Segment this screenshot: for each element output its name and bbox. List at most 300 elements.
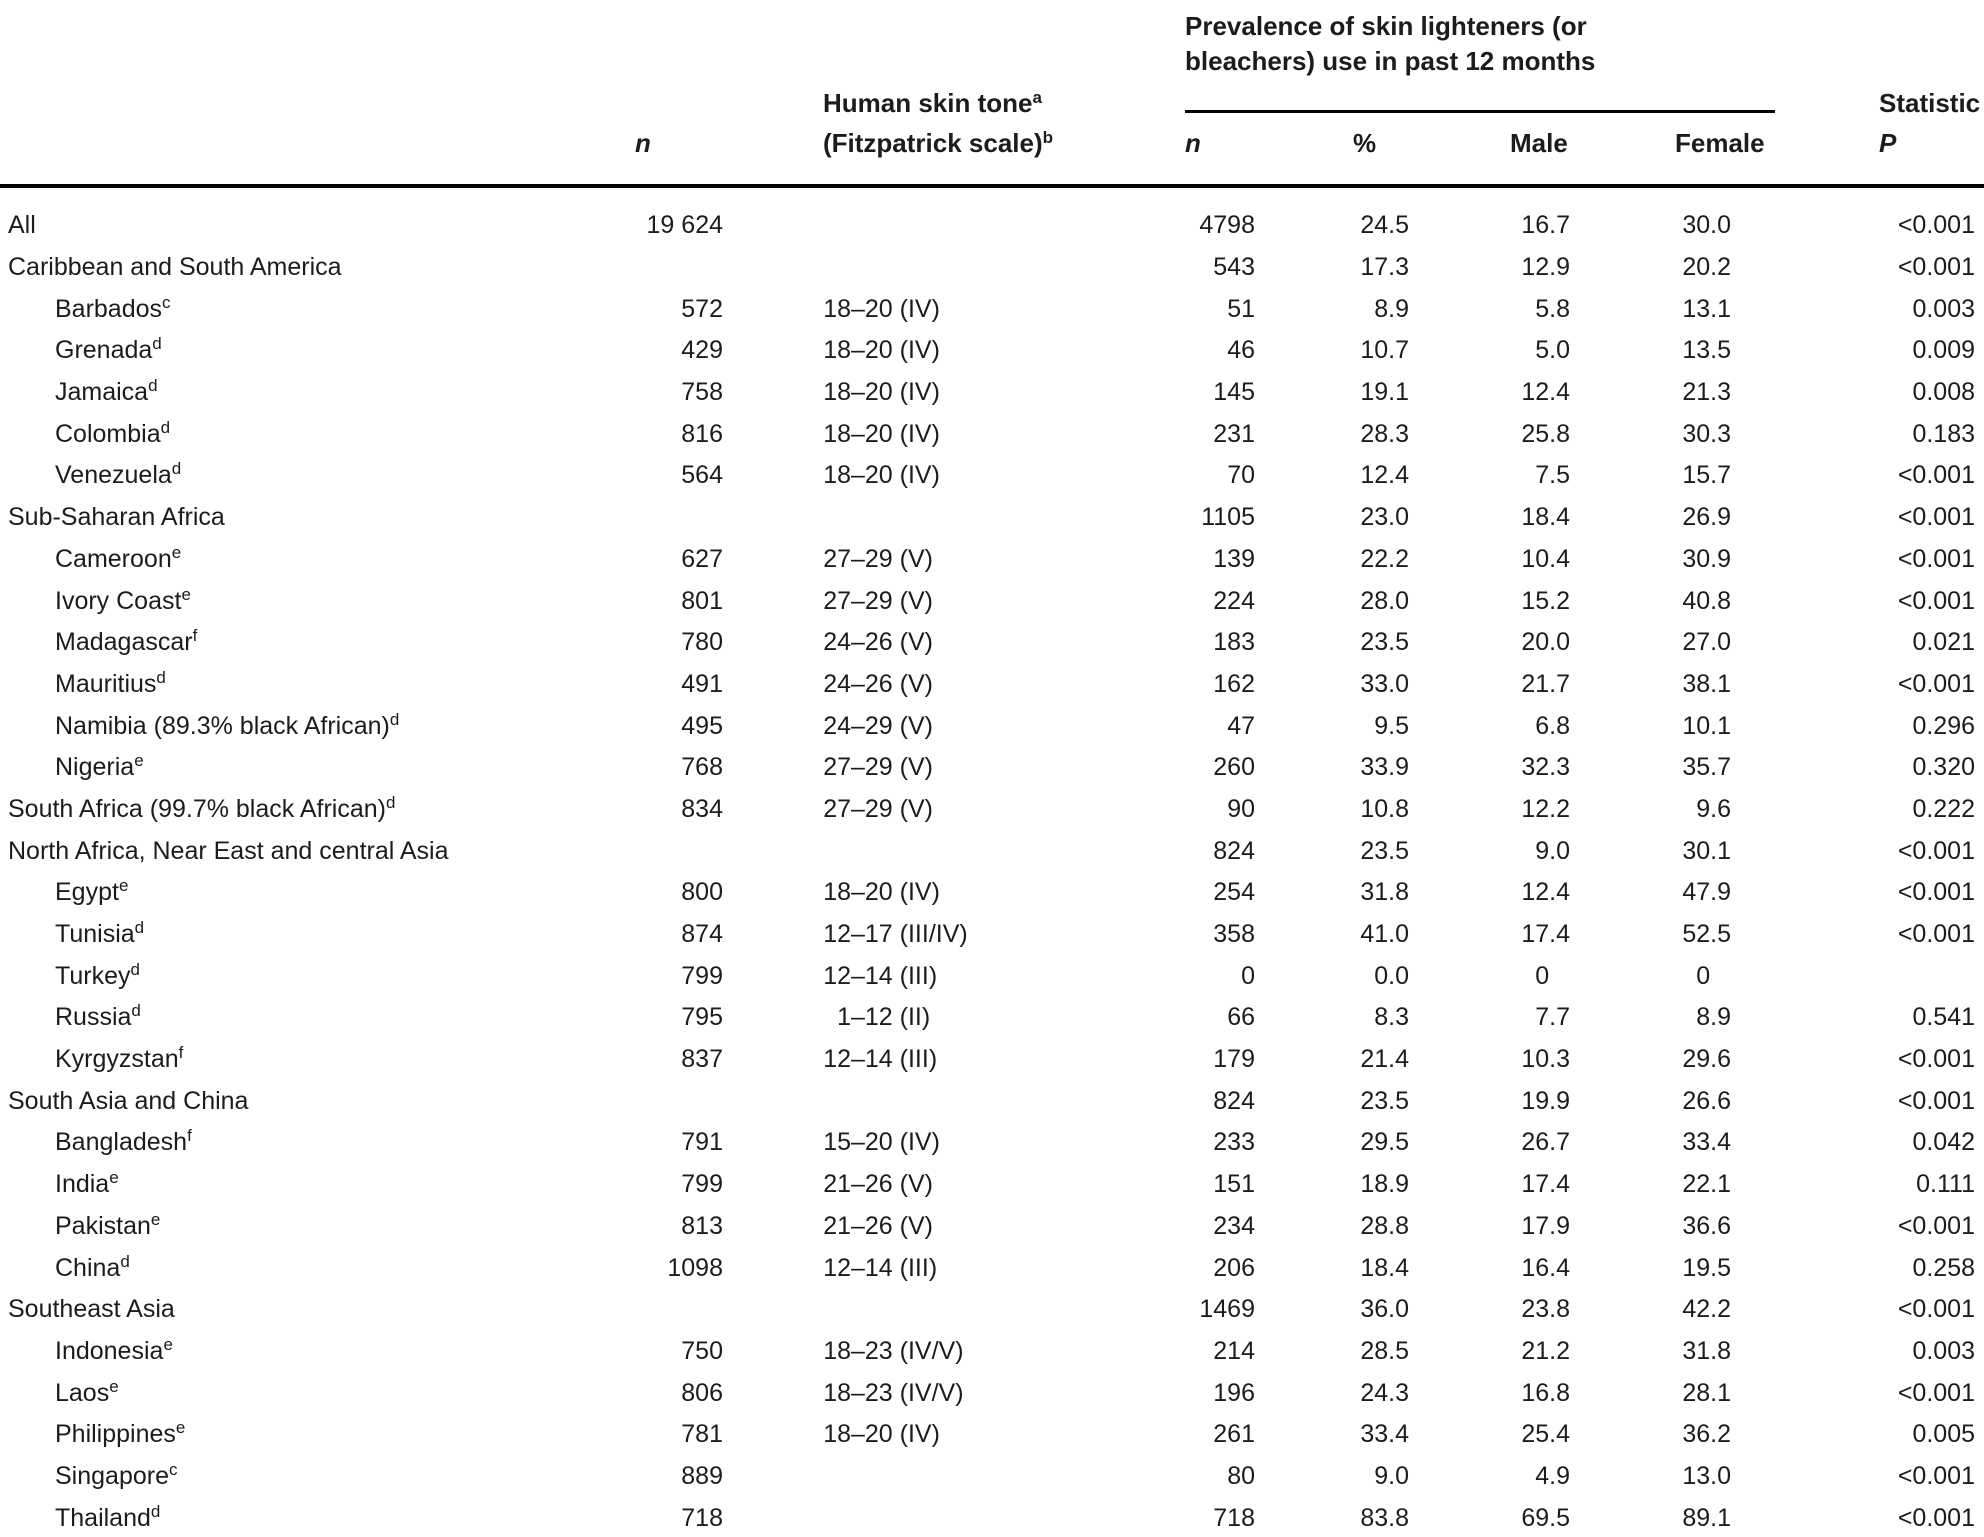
- prevalence-percent-cell-value: 18.9: [1360, 1170, 1409, 1199]
- row-label-cell: [0, 837, 580, 866]
- female-percent-cell-value: 35.7: [1682, 753, 1731, 782]
- p-value-cell-value: <0.001: [1897, 586, 1975, 615]
- prevalence-n-cell: [1160, 1462, 1258, 1491]
- male-percent-cell-value: 19.9: [1521, 1086, 1570, 1115]
- table-row: [0, 997, 1984, 1039]
- male-percent-cell: [1409, 1087, 1570, 1116]
- prevalence-percent-cell: [1258, 1420, 1409, 1449]
- prevalence-n-cell: [1160, 628, 1258, 657]
- female-percent-cell: [1570, 1504, 1731, 1533]
- prevalence-n-cell: [1160, 962, 1258, 991]
- prevalence-percent-cell-value: 8.3: [1374, 1003, 1409, 1032]
- row-label-cell: [0, 878, 580, 907]
- prevalence-percent-cell: [1258, 712, 1409, 741]
- sample-size-cell: [580, 920, 723, 949]
- male-percent-cell: [1409, 795, 1570, 824]
- female-percent-cell: [1570, 420, 1731, 449]
- sample-size-cell-value: 816: [681, 419, 723, 448]
- row-label: All: [8, 211, 36, 240]
- sample-size-cell: [580, 587, 723, 616]
- row-label-footnote: e: [175, 1418, 186, 1438]
- sample-size-cell: [580, 962, 723, 991]
- table-row: [0, 1247, 1984, 1289]
- male-percent-cell: [1409, 1337, 1570, 1366]
- table-row: [0, 1039, 1984, 1081]
- p-value-cell: [1731, 712, 1984, 741]
- prevalence-n-cell: [1160, 1420, 1258, 1449]
- p-value-cell: [1731, 378, 1984, 407]
- prevalence-n-cell-value: 90: [1227, 794, 1255, 823]
- male-percent-cell-value: 69.5: [1521, 1503, 1570, 1532]
- p-value-cell: [1731, 628, 1984, 657]
- sample-size-cell: [580, 1170, 723, 1199]
- female-percent-cell-value: 21.3: [1682, 378, 1731, 407]
- prevalence-n-cell-value: 162: [1213, 669, 1255, 698]
- skin-tone-range-start: 15: [823, 1128, 851, 1157]
- male-percent-cell: [1409, 420, 1570, 449]
- prevalence-n-cell-value: 233: [1213, 1128, 1255, 1157]
- skin-tone-range-rest: –20 (IV): [851, 378, 940, 407]
- female-percent-cell: [1570, 837, 1731, 866]
- female-percent-cell: [1570, 670, 1731, 699]
- sample-size-cell-value: 750: [681, 1336, 723, 1365]
- prevalence-n-cell-value: 0: [1241, 961, 1255, 990]
- male-percent-cell-value: 12.4: [1521, 878, 1570, 907]
- sample-size-cell: [580, 1254, 723, 1283]
- table-row: [0, 1372, 1984, 1414]
- p-value-cell-value: 0.005: [1912, 1420, 1975, 1449]
- table-row: [0, 1164, 1984, 1206]
- row-label: China: [55, 1253, 121, 1282]
- male-percent-cell-value: 5.0: [1535, 336, 1570, 365]
- female-percent-cell: [1570, 1003, 1731, 1032]
- female-percent-cell-value: 28.1: [1682, 1378, 1731, 1407]
- prevalence-percent-cell: [1258, 1212, 1409, 1241]
- skin-tone-cell: [723, 378, 1160, 407]
- prevalence-percent-cell: [1258, 378, 1409, 407]
- sample-size-cell-value: 813: [681, 1211, 723, 1240]
- female-percent-cell-value: 9.6: [1696, 794, 1731, 823]
- male-percent-cell-value: 17.4: [1521, 1170, 1570, 1199]
- prevalence-n-cell-value: 718: [1213, 1503, 1255, 1532]
- p-value-cell: [1731, 1420, 1984, 1449]
- male-percent-cell-value: 7.7: [1535, 1003, 1570, 1032]
- prevalence-n-cell: [1160, 420, 1258, 449]
- prevalence-n-cell-value: 151: [1213, 1170, 1255, 1199]
- prevalence-percent-cell-value: 12.4: [1360, 461, 1409, 490]
- skin-tone-cell: [723, 336, 1160, 365]
- row-label-footnote: f: [178, 1043, 184, 1063]
- prevalence-percent-cell: [1258, 1254, 1409, 1283]
- row-label: Turkey: [55, 961, 131, 990]
- female-percent-cell: [1570, 795, 1731, 824]
- skin-tone-range-start: 12: [823, 961, 851, 990]
- skin-tone-cell: [723, 670, 1160, 699]
- prevalence-n-cell-value: 224: [1213, 586, 1255, 615]
- female-percent-cell: [1570, 1420, 1731, 1449]
- prevalence-percent-cell-value: 17.3: [1360, 253, 1409, 282]
- skin-tone-cell: [723, 878, 1160, 907]
- prevalence-n-cell-value: 1105: [1201, 503, 1255, 532]
- male-percent-cell: [1409, 545, 1570, 574]
- prevalence-n-cell: [1160, 753, 1258, 782]
- prevalence-n-cell: [1160, 1295, 1258, 1324]
- skin-tone-range-start: 18: [823, 378, 851, 407]
- prevalence-n-cell-value: 196: [1213, 1378, 1255, 1407]
- prevalence-percent-cell: [1258, 1337, 1409, 1366]
- prevalence-percent-cell: [1258, 753, 1409, 782]
- sample-size-cell-value: 799: [681, 1170, 723, 1199]
- skin-tone-range-start: 18: [823, 336, 851, 365]
- skin-tone-range-rest: –26 (V): [851, 669, 933, 698]
- p-value-cell: [1731, 1254, 1984, 1283]
- table-row: [0, 1289, 1984, 1331]
- row-label: Madagascar: [55, 628, 193, 657]
- prevalence-n-cell: [1160, 920, 1258, 949]
- female-percent-cell: [1570, 461, 1731, 490]
- row-label-footnote: d: [389, 709, 400, 729]
- prevalence-percent-cell-value: 33.4: [1360, 1420, 1409, 1449]
- p-value-cell-value: 0.003: [1912, 294, 1975, 323]
- male-percent-cell-value: 7.5: [1535, 461, 1570, 490]
- table-row: [0, 455, 1984, 497]
- table-row: [0, 413, 1984, 455]
- skin-tone-range-rest: –20 (IV): [851, 878, 940, 907]
- row-label-footnote: d: [156, 667, 166, 687]
- female-percent-cell-value: 30.9: [1682, 544, 1731, 573]
- row-label: Thailand: [55, 1503, 151, 1532]
- row-label-cell: [0, 1501, 580, 1533]
- skin-tone-cell: [723, 461, 1160, 490]
- prevalence-percent-cell-value: 31.8: [1360, 878, 1409, 907]
- p-value-cell: [1731, 1128, 1984, 1157]
- p-value-cell-value: <0.001: [1897, 1086, 1975, 1115]
- row-label-cell: [0, 1334, 580, 1366]
- female-percent-cell: [1570, 211, 1731, 240]
- p-value-cell-value: 0.111: [1916, 1170, 1975, 1199]
- p-value-cell: [1731, 1337, 1984, 1366]
- male-percent-cell: [1409, 628, 1570, 657]
- sample-size-cell: [580, 295, 723, 324]
- female-percent-cell-value: 40.8: [1682, 586, 1731, 615]
- row-label: Cameroon: [55, 544, 172, 573]
- prevalence-percent-cell: [1258, 1087, 1409, 1116]
- prevalence-n-cell: [1160, 1170, 1258, 1199]
- skin-tone-range-start: 18: [823, 1420, 851, 1449]
- row-label-cell: [0, 1251, 580, 1283]
- sample-size-cell-value: 800: [681, 878, 723, 907]
- prevalence-n-cell: [1160, 1254, 1258, 1283]
- table-row: [0, 205, 1984, 247]
- skin-tone-range-rest: –26 (V): [851, 628, 933, 657]
- female-percent-cell-value: 27.0: [1682, 628, 1731, 657]
- skin-tone-range-rest: –20 (IV): [851, 1420, 940, 1449]
- prevalence-percent-cell-value: 9.0: [1374, 1461, 1409, 1490]
- row-label-cell: [0, 628, 580, 657]
- male-percent-cell: [1409, 1420, 1570, 1449]
- p-value-cell-value: 0.320: [1912, 753, 1975, 782]
- male-percent-cell-value: 9.0: [1535, 836, 1570, 865]
- row-label-cell: [0, 1376, 580, 1408]
- row-label-cell: [0, 292, 580, 324]
- row-label-footnote: e: [163, 1334, 173, 1354]
- header-bottom-rule: [0, 184, 1984, 188]
- prevalence-percent-cell: [1258, 295, 1409, 324]
- female-percent-cell: [1570, 1254, 1731, 1283]
- sample-size-cell-value: 758: [681, 378, 723, 407]
- male-percent-cell: [1409, 1254, 1570, 1283]
- sample-size-cell: [580, 336, 723, 365]
- prevalence-percent-cell: [1258, 1170, 1409, 1199]
- sample-size-cell-value: 801: [681, 586, 723, 615]
- sample-size-cell: [580, 1212, 723, 1241]
- row-label-footnote: d: [171, 459, 182, 479]
- column-header-prevalence-n: n: [1185, 128, 1201, 158]
- female-percent-cell-value: 89.1: [1682, 1503, 1731, 1532]
- table-row: [0, 914, 1984, 956]
- male-percent-cell-value: 16.4: [1521, 1253, 1570, 1282]
- sample-size-cell: [580, 753, 723, 782]
- prevalence-percent-cell-value: 18.4: [1360, 1253, 1409, 1282]
- row-label: Venezuela: [55, 461, 172, 490]
- skin-tone-cell: [723, 1212, 1160, 1241]
- prevalence-percent-cell: [1258, 1128, 1409, 1157]
- skin-tone-cell: [723, 1128, 1160, 1157]
- skin-tone-cell: [723, 1254, 1160, 1283]
- column-header-p-value: P: [1879, 128, 1897, 158]
- male-percent-cell-value: 15.2: [1521, 586, 1570, 615]
- prevalence-n-cell: [1160, 295, 1258, 324]
- skin-tone-range-rest: –26 (V): [851, 1170, 933, 1199]
- prevalence-n-cell-value: 824: [1213, 1086, 1255, 1115]
- p-value-cell: [1731, 211, 1984, 240]
- male-percent-cell: [1409, 1003, 1570, 1032]
- row-label-footnote: f: [187, 1126, 192, 1146]
- table-row: [0, 1456, 1984, 1498]
- p-value-cell-value: <0.001: [1897, 544, 1975, 573]
- row-label: Namibia (89.3% black African): [55, 711, 390, 740]
- female-percent-cell-value: 36.6: [1682, 1211, 1731, 1240]
- row-label-footnote: d: [131, 1001, 141, 1021]
- prevalence-n-cell-value: 80: [1227, 1461, 1255, 1490]
- prevalence-percent-cell: [1258, 670, 1409, 699]
- prevalence-percent-cell: [1258, 503, 1409, 532]
- skin-tone-range-rest: –20 (IV): [851, 461, 940, 490]
- table-row: [0, 372, 1984, 414]
- p-value-cell-value: <0.001: [1897, 1045, 1975, 1074]
- sample-size-cell-value: 791: [681, 1128, 723, 1157]
- skin-tone-range-start: 21: [823, 1170, 851, 1199]
- male-percent-cell: [1409, 1295, 1570, 1324]
- skin-tone-range-start: 18: [823, 1378, 851, 1407]
- male-percent-cell-value: 17.9: [1521, 1211, 1570, 1240]
- prevalence-n-cell-value: 4798: [1199, 211, 1255, 240]
- skin-tone-cell: [723, 1170, 1160, 1199]
- p-value-cell: [1731, 878, 1984, 907]
- p-value-cell-value: <0.001: [1897, 253, 1975, 282]
- row-label-footnote: d: [130, 959, 140, 979]
- prevalence-n-cell: [1160, 1337, 1258, 1366]
- prevalence-percent-cell: [1258, 1379, 1409, 1408]
- prevalence-n-cell-value: 206: [1213, 1253, 1255, 1282]
- table-row: [0, 830, 1984, 872]
- skin-tone-range-rest: –14 (III): [851, 961, 938, 990]
- skin-tone-range-start: 27: [823, 544, 851, 573]
- male-percent-cell: [1409, 336, 1570, 365]
- skin-tone-footnote-a: a: [1032, 88, 1042, 107]
- female-percent-cell-value: 29.6: [1682, 1045, 1731, 1074]
- sample-size-cell: [580, 670, 723, 699]
- female-percent-cell: [1570, 378, 1731, 407]
- prevalence-percent-cell-value: 36.0: [1360, 1295, 1409, 1324]
- female-percent-cell: [1570, 545, 1731, 574]
- prevalence-n-cell: [1160, 503, 1258, 532]
- female-percent-cell-value: 47.9: [1682, 878, 1731, 907]
- prevalence-percent-cell-value: 21.4: [1360, 1045, 1409, 1074]
- female-percent-cell-value: 52.5: [1682, 920, 1731, 949]
- sample-size-cell-value: 889: [681, 1461, 723, 1490]
- p-value-cell-value: 0.296: [1912, 711, 1975, 740]
- male-percent-cell: [1409, 1504, 1570, 1533]
- female-percent-cell: [1570, 1462, 1731, 1491]
- row-label-cell: [0, 461, 580, 490]
- skin-tone-range-rest: –14 (III): [851, 1045, 938, 1074]
- skin-tone-range-start: 27: [823, 753, 851, 782]
- row-label: Indonesia: [55, 1336, 164, 1365]
- p-value-cell-value: <0.001: [1897, 1295, 1975, 1324]
- sample-size-cell-value: 837: [681, 1045, 723, 1074]
- male-percent-cell: [1409, 253, 1570, 282]
- prevalence-percent-cell: [1258, 420, 1409, 449]
- row-label-cell: [0, 336, 580, 365]
- row-label-cell: [0, 1295, 580, 1324]
- female-percent-cell: [1570, 1212, 1731, 1241]
- prevalence-n-cell: [1160, 1087, 1258, 1116]
- sample-size-cell: [580, 1337, 723, 1366]
- female-percent-cell: [1570, 1170, 1731, 1199]
- row-label: Grenada: [55, 336, 153, 365]
- sample-size-cell: [580, 378, 723, 407]
- p-value-cell: [1731, 1170, 1984, 1199]
- p-value-cell-value: 0.183: [1912, 419, 1975, 448]
- male-percent-cell: [1409, 211, 1570, 240]
- sample-size-cell: [580, 1045, 723, 1074]
- row-label-footnote: d: [120, 1251, 130, 1271]
- prevalence-n-cell: [1160, 461, 1258, 490]
- p-value-cell: [1731, 1462, 1984, 1491]
- row-label-footnote: f: [192, 626, 198, 646]
- prevalence-n-cell-value: 46: [1227, 336, 1255, 365]
- row-label-footnote: d: [148, 376, 158, 396]
- table-row: [0, 705, 1984, 747]
- male-percent-cell-value: 12.9: [1521, 253, 1570, 282]
- female-percent-cell: [1570, 295, 1731, 324]
- row-label-cell: [0, 211, 580, 240]
- prevalence-percent-cell-value: 83.8: [1360, 1503, 1409, 1532]
- female-percent-cell-value: 10.1: [1682, 711, 1731, 740]
- row-label-cell: [0, 1045, 580, 1074]
- prevalence-percent-cell: [1258, 1045, 1409, 1074]
- row-label: Colombia: [55, 419, 161, 448]
- sample-size-cell-value: 799: [681, 961, 723, 990]
- sample-size-cell-value: 564: [681, 461, 723, 490]
- p-value-cell-value: <0.001: [1897, 836, 1975, 865]
- skin-tone-cell: [723, 920, 1160, 949]
- skin-tone-range-start: 24: [823, 628, 851, 657]
- p-value-cell: [1731, 670, 1984, 699]
- female-percent-cell: [1570, 253, 1731, 282]
- male-percent-cell-value: 25.4: [1521, 1420, 1570, 1449]
- group-header-prevalence-line1: Prevalence of skin lighteners (or: [1185, 11, 1587, 41]
- female-percent-cell-value: 20.2: [1682, 253, 1731, 282]
- table-row: [0, 580, 1984, 622]
- male-percent-cell: [1409, 1212, 1570, 1241]
- prevalence-percent-cell: [1258, 211, 1409, 240]
- row-label: Tunisia: [55, 920, 135, 949]
- male-percent-cell-value: 16.7: [1521, 211, 1570, 240]
- p-value-cell: [1731, 295, 1984, 324]
- row-label: Caribbean and South America: [8, 253, 342, 282]
- prevalence-percent-cell: [1258, 1504, 1409, 1533]
- sample-size-cell-value: 429: [681, 336, 723, 365]
- table-row: [0, 1122, 1984, 1164]
- prevalence-n-cell: [1160, 837, 1258, 866]
- row-label: Kyrgyzstan: [55, 1045, 179, 1074]
- female-percent-cell: [1570, 962, 1731, 991]
- skin-tone-range-rest: –26 (V): [851, 1211, 933, 1240]
- prevalence-percent-cell-value: 0.0: [1374, 961, 1409, 990]
- row-label-cell: [0, 667, 580, 699]
- male-percent-cell-value: 12.2: [1521, 794, 1570, 823]
- male-percent-cell-value: 10.3: [1521, 1045, 1570, 1074]
- male-percent-cell: [1409, 1045, 1570, 1074]
- male-percent-cell-value: 5.8: [1535, 294, 1570, 323]
- p-value-cell-value: <0.001: [1897, 461, 1975, 490]
- column-header-statistic: Statistic: [1879, 88, 1981, 118]
- prevalence-percent-cell-value: 22.2: [1360, 544, 1409, 573]
- sample-size-cell: [580, 1379, 723, 1408]
- row-label-footnote: d: [385, 792, 396, 812]
- prevalence-percent-cell: [1258, 1003, 1409, 1032]
- male-percent-cell-value: 17.4: [1521, 920, 1570, 949]
- p-value-cell: [1731, 795, 1984, 824]
- prevalence-n-cell: [1160, 1212, 1258, 1241]
- prevalence-percent-cell: [1258, 1462, 1409, 1491]
- row-label: North Africa, Near East and central Asia: [8, 836, 449, 865]
- row-label: Sub-Saharan Africa: [8, 503, 225, 532]
- row-label: Singapore: [55, 1461, 169, 1490]
- p-value-cell: [1731, 1212, 1984, 1241]
- sample-size-cell-value: 491: [681, 669, 723, 698]
- prevalence-n-cell-value: 543: [1213, 253, 1255, 282]
- prevalence-percent-cell-value: 23.0: [1360, 503, 1409, 532]
- prevalence-n-cell: [1160, 670, 1258, 699]
- p-value-cell: [1731, 336, 1984, 365]
- table-row: [0, 1080, 1984, 1122]
- female-percent-cell: [1570, 1295, 1731, 1324]
- skin-tone-cell: [723, 712, 1160, 741]
- row-label: Southeast Asia: [8, 1295, 175, 1324]
- prevalence-percent-cell-value: 24.5: [1360, 211, 1409, 240]
- sample-size-cell: [580, 545, 723, 574]
- skin-tone-range-start: 21: [823, 1211, 851, 1240]
- prevalence-n-cell: [1160, 1045, 1258, 1074]
- skin-tone-range-start: 24: [823, 711, 851, 740]
- table-row: [0, 1414, 1984, 1456]
- skin-tone-cell: [723, 1337, 1160, 1366]
- skin-tone-range-rest: –29 (V): [851, 794, 933, 823]
- p-value-cell-value: 0.021: [1912, 628, 1975, 657]
